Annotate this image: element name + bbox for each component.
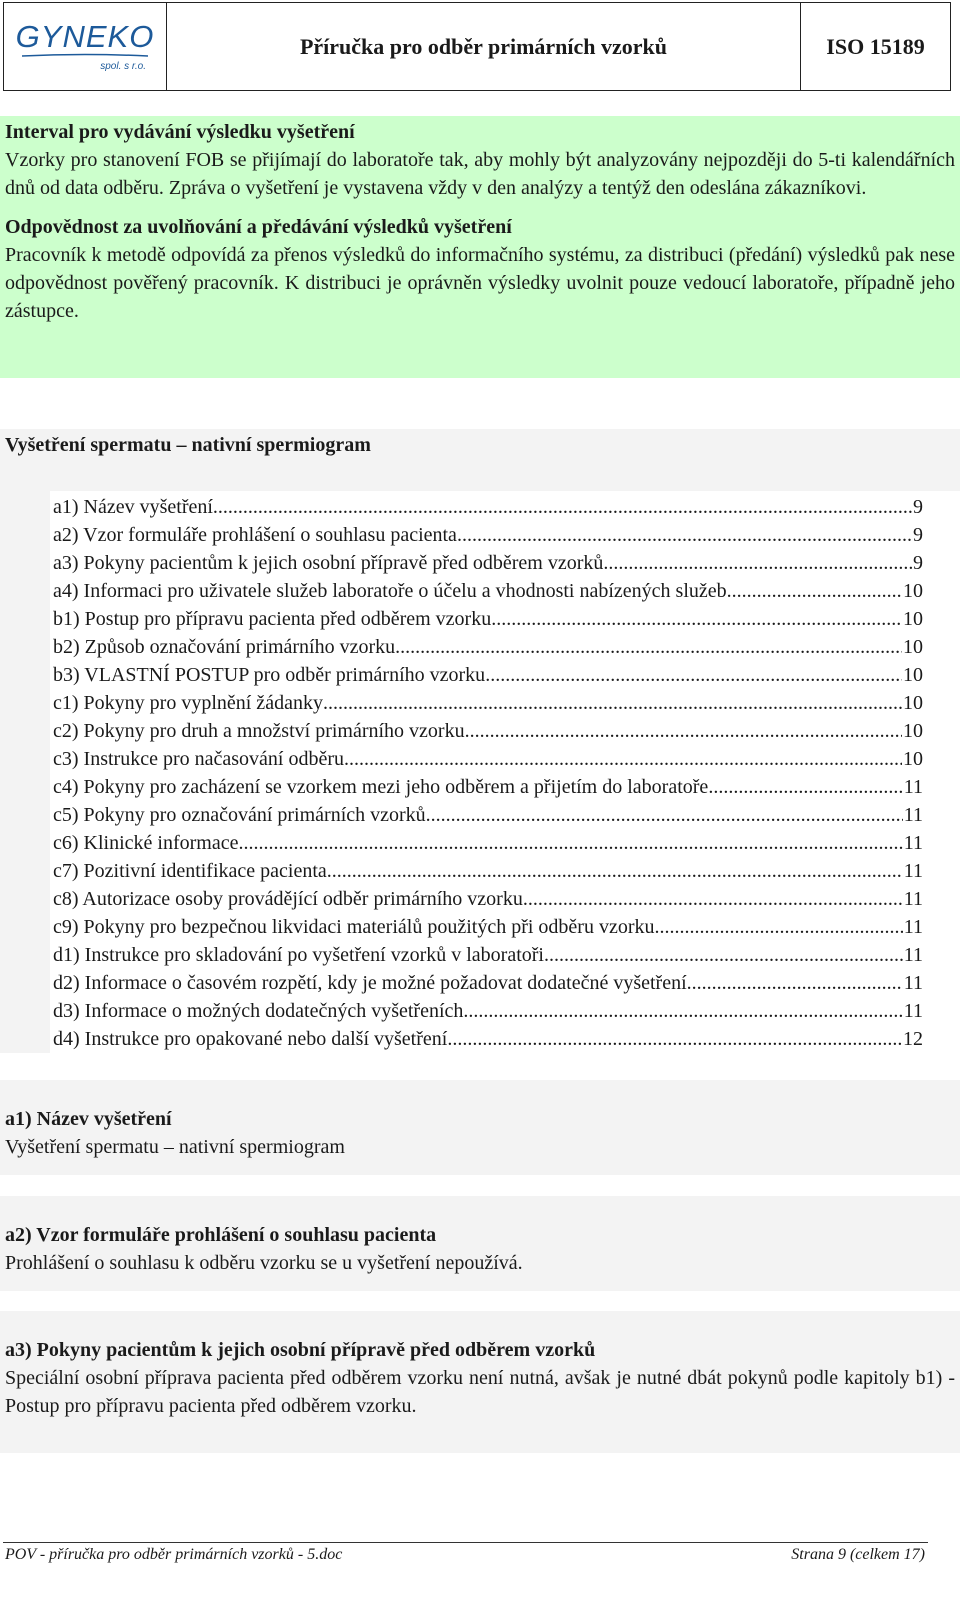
toc-entry-label: c4) Pokyny pro zacházení se vzorkem mezi jeho odběrem a přijetím do laboratoře — [53, 776, 709, 798]
toc-entry-label: d4) Instrukce pro opakované nebo další vyšetření — [53, 1028, 448, 1050]
result-responsibility-heading: Odpovědnost za uvolňování a předávání výsledků vyšetření — [5, 216, 512, 238]
toc-entry-page: 10 — [903, 748, 923, 770]
toc-entry-label: b3) VLASTNÍ POSTUP pro odběr primárního vzorku — [53, 664, 486, 686]
toc-entry[interactable] — [53, 605, 923, 633]
toc-entry[interactable] — [53, 661, 923, 689]
section-a3-heading: a3) Pokyny pacientům k jejich osobní přípravě před odběrem vzorků — [5, 1339, 596, 1361]
toc-entry-label: c9) Pokyny pro bezpečnou likvidaci materiálů použitých při odběru vzorku — [53, 916, 655, 938]
toc-entry-label: c1) Pokyny pro vyplnění žádanky — [53, 692, 323, 714]
toc-entry-leader — [426, 801, 903, 829]
toc-entry-leader — [544, 941, 903, 969]
result-interval-heading: Interval pro vydávání výsledku vyšetření — [5, 121, 355, 143]
footer-filename: POV - příručka pro odběr primárních vzorků - 5.doc — [5, 1546, 343, 1563]
toc-entry-leader — [395, 633, 902, 661]
toc-entry[interactable] — [53, 857, 923, 885]
toc-entry[interactable] — [53, 801, 923, 829]
section-title: Vyšetření spermatu – nativní spermiogram — [5, 434, 371, 456]
toc-entry[interactable] — [53, 577, 923, 605]
document-title: Příručka pro odběr primárních vzorků — [167, 3, 801, 90]
toc-entry-leader — [491, 605, 902, 633]
toc-entry-label: a2) Vzor formuláře prohlášení o souhlasu pacienta — [53, 524, 457, 546]
toc-entry[interactable] — [53, 633, 923, 661]
toc-entry-label: c6) Klinické informace — [53, 832, 239, 854]
toc-entry-label: c2) Pokyny pro druh a množství primárního vzorku — [53, 720, 465, 742]
toc-entry-leader — [603, 549, 912, 577]
toc-entry-label: b1) Postup pro přípravu pacienta před odběrem vzorku — [53, 608, 492, 630]
toc-entry-leader — [485, 661, 902, 689]
toc-entry-leader — [213, 493, 912, 521]
toc-entry-label: a4) Informaci pro uživatele služeb laboratoře o účelu a vhodnosti nabízených služeb — [53, 580, 727, 602]
toc-entry-label: c5) Pokyny pro označování primárních vzorků — [53, 804, 426, 826]
toc-entry-label: b2) Způsob označování primárního vzorku — [53, 636, 396, 658]
toc-entry-page: 11 — [903, 944, 923, 966]
toc-entry-leader — [687, 969, 903, 997]
toc-margin-shade — [0, 491, 50, 1053]
section-a2-heading: a2) Vzor formuláře prohlášení o souhlasu pacienta — [5, 1224, 437, 1246]
toc-entry-page: 10 — [903, 580, 923, 602]
toc-entry-page: 11 — [903, 916, 923, 938]
result-interval-text: Vzorky pro stanovení FOB se přijímají do laboratoře tak, aby mohly být analyzovány nejpozději do 5-ti kalendářních dnů od data odběru. Zpráva o vyšetření je vystavena vždy v den analýzy a tentýž den odeslána zákazníkovi. — [5, 149, 955, 199]
toc-entry-leader — [447, 1025, 902, 1053]
section-a3 — [0, 1311, 960, 1453]
toc-entry[interactable] — [53, 745, 923, 773]
toc-entry-page: 10 — [903, 692, 923, 714]
iso-standard: ISO 15189 — [826, 33, 925, 59]
company-logo — [4, 3, 167, 90]
section-a2-text: Prohlášení o souhlasu k odběru vzorku se u vyšetření nepoužívá. — [5, 1252, 523, 1274]
result-info-box — [0, 116, 960, 378]
toc-entry-leader — [238, 829, 902, 857]
toc-entry-leader — [523, 885, 903, 913]
logo-swoosh-icon — [20, 53, 150, 59]
toc-entry-leader — [654, 913, 902, 941]
toc-entry-label: c8) Autorizace osoby provádějící odběr primárního vzorku — [53, 888, 523, 910]
toc-entry[interactable] — [53, 913, 923, 941]
toc-entry-page: 10 — [903, 664, 923, 686]
footer-divider — [3, 1542, 928, 1543]
toc-entry-leader — [708, 773, 902, 801]
toc-entry-page: 9 — [913, 496, 923, 518]
toc-entry[interactable] — [53, 549, 923, 577]
section-a2 — [0, 1196, 960, 1291]
footer-page-number: Strana 9 (celkem 17) — [791, 1546, 925, 1563]
toc-entry-label: c3) Instrukce pro načasování odběru — [53, 748, 344, 770]
toc-entry-label: d1) Instrukce pro skladování po vyšetření vzorků v laboratoři — [53, 944, 544, 966]
toc-entry[interactable] — [53, 521, 923, 549]
toc-entry-leader — [344, 745, 902, 773]
toc-entry[interactable] — [53, 829, 923, 857]
toc-entry-leader — [327, 857, 903, 885]
toc-entry-page: 11 — [903, 832, 923, 854]
toc-entry-label: a3) Pokyny pacientům k jejich osobní přípravě před odběrem vzorků — [53, 552, 604, 574]
logo-subtext: spol. s r.o. — [100, 61, 146, 72]
toc-entry[interactable] — [53, 689, 923, 717]
toc-entry[interactable] — [53, 717, 923, 745]
section-a1-heading: a1) Název vyšetření — [5, 1108, 172, 1130]
section-a1 — [0, 1080, 960, 1175]
toc-entry-label: a1) Název vyšetření — [53, 496, 213, 518]
section-title-box — [0, 429, 960, 491]
toc-entry[interactable] — [53, 941, 923, 969]
toc-entry-page: 10 — [903, 608, 923, 630]
section-a1-text: Vyšetření spermatu – nativní spermiogram — [5, 1136, 345, 1158]
toc-entry-page: 10 — [903, 720, 923, 742]
toc-entry-leader — [727, 577, 902, 605]
toc-entry[interactable] — [53, 493, 923, 521]
toc-entry[interactable] — [53, 997, 923, 1025]
toc-entry-page: 11 — [903, 1000, 923, 1022]
toc-entry[interactable] — [53, 1025, 923, 1053]
toc-entry[interactable] — [53, 885, 923, 913]
logo-text: GYNEKO — [15, 19, 155, 54]
toc-entry-page: 11 — [903, 888, 923, 910]
toc-entry-page: 11 — [903, 776, 923, 798]
toc-entry-page: 11 — [903, 860, 923, 882]
table-of-contents — [53, 493, 923, 1053]
result-responsibility-text: Pracovník k metodě odpovídá za přenos výsledků do informačního systému, za distribuci (předání) výsledků pak nese odpovědnost pověřený pracovník. K distribuci je oprávněn výsledky uvolnit pouze vedoucí laboratoře, případně jeho zástupce. — [5, 244, 955, 322]
toc-entry-page: 12 — [903, 1028, 923, 1050]
toc-entry-page: 10 — [903, 636, 923, 658]
toc-entry-leader — [463, 997, 902, 1025]
toc-entry-label: d3) Informace o možných dodatečných vyšetřeních — [53, 1000, 464, 1022]
document-header — [3, 2, 951, 91]
toc-entry-page: 9 — [913, 552, 923, 574]
toc-entry[interactable] — [53, 773, 923, 801]
toc-entry-label: c7) Pozitivní identifikace pacienta — [53, 860, 327, 882]
toc-entry-leader — [457, 521, 912, 549]
toc-entry-page: 11 — [903, 804, 923, 826]
toc-entry-page: 11 — [903, 972, 923, 994]
toc-entry[interactable] — [53, 969, 923, 997]
toc-entry-page: 9 — [913, 524, 923, 546]
toc-entry-leader — [465, 717, 902, 745]
section-a3-text: Speciální osobní příprava pacienta před odběrem vzorku není nutná, avšak je nutné dbát pokynů podle kapitoly b1) - Postup pro přípravu pacienta před odběrem vzorku. — [5, 1367, 955, 1417]
toc-entry-label: d2) Informace o časovém rozpětí, kdy je možné požadovat dodatečné vyšetření — [53, 972, 687, 994]
toc-entry-leader — [323, 689, 902, 717]
